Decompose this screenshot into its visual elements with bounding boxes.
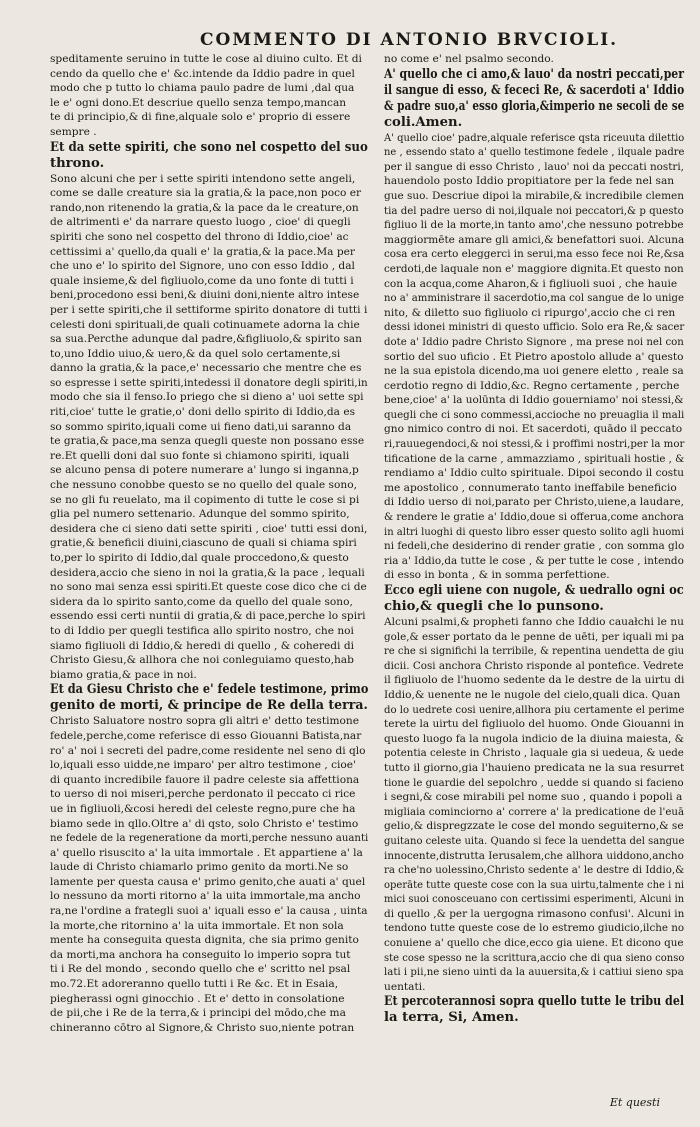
text-line: Iddio,& uenente ne le nugole del cielo,quali dica. Quan: [384, 688, 681, 701]
text-line: guitano celeste uita. Quando si fece la uendetta del sangue: [384, 834, 685, 847]
text-line: tendono tutte queste cose de lo estremo giudicio,ilche no: [384, 922, 685, 935]
text-line: da morti,ma anchora ha conseguito lo imperio sopra tut: [50, 948, 351, 961]
section-heading: [50, 140, 368, 172]
text-line: Et percoterannosi sopra quello tutte le tribu del: [384, 994, 685, 1010]
text-line: se alcuno pensa di potere numerare a' lungo si inganna,p: [50, 464, 359, 477]
text-line: fedele,perche,come referisce di esso Giouanni Batista,nar: [50, 729, 362, 742]
catchword: Et questi: [609, 1096, 660, 1109]
running-head: COMMENTO DI ANTONIO BRVCIOLI.: [200, 30, 619, 50]
text-line: bene,cioe' a' la uolūnta di Iddio gouerniamo' noi stessi,&: [384, 394, 684, 407]
text-line: ra,ne l'ordine a frategli suoi a' iquali esso e' la causa , uinta: [50, 905, 368, 918]
text-line: di esso in bonta , & in somma perfettione.: [384, 569, 610, 582]
text-line: uentati.: [384, 980, 426, 993]
text-line: cosa era certo eleggerci in serui,ma esso fece noi Re,&sa: [384, 248, 685, 261]
text-line: te di principio,& di fine,alquale solo e' proprio di essere: [50, 111, 351, 124]
text-line: tutto il giorno,gia l'hauieno predicata ne la sua resurret: [384, 761, 684, 774]
text-line: to,per lo spirito di Iddio,dal quale proccedono,& questo: [50, 552, 349, 564]
text-line: Alcuni psalmi,& propheti fanno che Iddio cauałchi le nu: [384, 616, 684, 628]
text-line: figliuo li de la morte,in tanto amo',che nessuno potrebbe: [384, 219, 684, 232]
text-line: beni,procedono essi beni,& diuini doni,niente altro intese: [50, 289, 360, 302]
text-line: speditamente seruino in tutte le cose al diuino culto. Et di: [50, 53, 362, 65]
text-line: se no gli fu reuelato, ma il copimento di tutte le cose si pi: [50, 493, 360, 506]
text-line: le e' ogni dono.Et descriue quello senza tempo,mancan: [50, 96, 347, 109]
text-line: questo luogo fa la nugola indicio de la diuina maiesta, &: [384, 732, 684, 745]
text-line: modo che sia il fenso.Io priego che si dieno a' uoi sette spi: [50, 391, 364, 404]
text-line: no sono mai senza essi spiriti.Et queste cose dico che ci de: [50, 581, 367, 594]
text-line: A' quello cioe' padre,alquale referisce qsta riceuuta dilettio: [384, 131, 685, 144]
text-line: de altrimenti e' da narrare questo luogo , cioe' di quegli: [50, 216, 351, 229]
text-line: danno la gratia,& la pace,e' necessario che mentre che es: [50, 362, 362, 375]
paragraph: [384, 615, 684, 994]
text-line: coli.Amen.: [384, 114, 463, 130]
text-line: modo che p tutto lo chiama paulo padre de lumi ,dal qua: [50, 82, 355, 95]
text-line: gue suo. Descriue dipoi la mirabile,& incredibile clemen: [384, 189, 685, 202]
text-line: la terra, Si, Amen.: [384, 1010, 519, 1026]
text-line: to uerso di noi miseri,perche perdonato il peccato ci rice: [50, 788, 356, 801]
text-line: ne , essendo stato a' quello testimone fedele , ilquale padre: [384, 146, 685, 159]
text-line: ro' a' noi i secreti del padre,come residente nel seno di qlo: [50, 744, 366, 757]
text-line: di quello ,& per la uergogna rimasono confusi'. Alcuni in: [384, 907, 685, 920]
text-line: potentia celeste in Christo , laquale gia si uedeua, & uede: [384, 747, 684, 760]
text-line: no a' amministrare il sacerdotio,ma col sangue de lo unige: [384, 292, 684, 305]
text-line: de pii,che i Re de la terra,& i principi del mōdo,che ma: [50, 1007, 346, 1020]
text-line: Et da Giesu Christo che e' fedele testimone, primo: [50, 682, 369, 698]
text-line: mo.72.Et adoreranno quello tutti i Re &c. Et in Esaia,: [50, 978, 339, 991]
text-line: chio,& quegli che lo punsono.: [384, 599, 604, 614]
text-line: Ecco egli uiene con nugole, & uedrallo ogni oc: [384, 583, 684, 598]
text-line: dicii. Cosi anchora Christo risponde al pontefice. Vedrete: [384, 659, 684, 672]
text-line: conuiene a' quello che dice,ecco gia uiene. Et dicono que: [384, 937, 684, 950]
text-line: come se dalle creature sia la gratia,& la pace,non poco er: [50, 187, 362, 200]
text-line: mici suoi conosceuano con certissimi esperimenti, Alcuni in: [384, 893, 685, 906]
text-line: sidera da lo spirito santo,come da quello del quale sono,: [50, 595, 353, 608]
text-line: Et da sette spiriti, che sono nel cospetto del suo: [50, 139, 368, 155]
text-line: mente ha conseguita questa dignita, che sia primo genito: [50, 934, 359, 947]
text-line: ne fedele de la regeneratione da morti,perche nessuno auanti: [50, 832, 369, 845]
text-line: tia del padre uerso di noi,ilquale noi peccatori,& p questo: [384, 204, 684, 217]
text-line: di Iddio uerso di noi,parato per Christo,uiene,a laudare,: [384, 496, 684, 509]
text-line: so espresse i sette spiriti,intedessi il donatore degli spiriti,in: [50, 376, 368, 389]
text-line: quale insieme,& del figliuolo,come da uno fonte di tutti i: [50, 274, 354, 287]
text-line: laude di Christo chiamarlo primo genito da morti.Ne so: [50, 861, 349, 874]
text-line: che uno e' lo spirito del Signore, uno con esso Iddio , dal: [50, 260, 355, 273]
text-line: & padre suo,a' esso gloria,&imperio ne secoli de se: [384, 98, 685, 114]
text-line: il sangue di esso, & fececi Re, & sacerdoti a' Iddio: [384, 82, 685, 98]
text-line: il figliuolo de l'huomo sedente da le destre de la uirtu di: [384, 674, 685, 687]
text-line: dote a' Iddio padre Christo Signore , ma prese noi nel con: [384, 335, 684, 348]
text-line: lati i pii,ne sieno uinti da la auuersita,& i cattiui sieno spa: [384, 966, 684, 979]
text-line: sempre .: [50, 125, 97, 138]
text-line: to di Iddio per quegli testifica allo spirito nostro, che noi: [50, 624, 354, 637]
text-line: glia pel numero settenario. Adunque del sommo spirito,: [50, 508, 350, 521]
text-line: per i sette spiriti,che il settiforme spirito donatore di tutti i: [50, 303, 368, 316]
text-line: ria a' Iddio,da tutte le cose , & per tutte le cose , intendo: [384, 554, 684, 567]
text-line: tione le guardie del sepolchro , uedde si quando si facieno: [384, 776, 684, 789]
text-line: essendo essi certi nuntii di gratia,& di pace,perche lo spiri: [50, 610, 366, 623]
text-line: cerdoti,de laquale non e' maggiore dignita.Et questo non: [384, 262, 684, 275]
text-line: ti i Re del mondo , secondo quello che e' scritto nel psal: [50, 963, 351, 976]
text-line: te gratia,& pace,ma senza quegli queste non possano esse: [50, 435, 365, 448]
text-line: la morte,che ritornino a' la uita immortale. Et non sola: [50, 919, 344, 932]
text-line: sortio del suo uficio . Et Pietro apostolo allude a' questo: [384, 350, 684, 363]
text-line: operāte tutte queste cose con la sua uirtu,talmente che i ni: [384, 878, 685, 891]
text-line: desidera che ci sieno dati sette spiriti , cioe' tutti essi doni,: [50, 522, 368, 535]
section-heading: [50, 682, 368, 714]
text-line: piegherassi ogni ginocchio . Et e' detto in consolatione: [50, 992, 345, 1005]
text-line: & rendere le gratie a' Iddio,doue si offerua,come anchora: [384, 511, 684, 524]
paragraph: [50, 172, 368, 683]
text-line: gratie,& beneficii diuini,ciascuno de quali si chiama spiri: [50, 537, 357, 550]
text-line: lo nessuno da morti ritorno a' la uita immortale,ma ancho: [50, 890, 361, 903]
text-line: do lo uedrete cosi uenire,allhora piu certamente el perime: [384, 703, 685, 716]
text-line: Christo Saluatore nostro sopra gli altri e' detto testimone: [50, 715, 359, 728]
text-line: rando,non ritenendo la gratia,& la pace da le creature,on: [50, 201, 359, 214]
text-line: cettissimi a' quello,da quali e' la gratia,& la pace.Ma per: [50, 245, 355, 258]
text-line: biamo sede in qllo.Oltre a' di qsto, solo Christo e' testimo: [50, 817, 359, 830]
text-line: re che si significhi la terribile, & repentina uendetta de giu: [384, 645, 685, 658]
text-line: con la acqua,come Aharon,& i figliuoli suoi , che hauie: [384, 277, 678, 290]
left-column: [50, 52, 368, 1035]
text-line: throno.: [50, 155, 105, 171]
text-line: Christo Giesu,& allhora che noi conleguiamo questo,hab: [50, 654, 354, 667]
text-line: cendo da quello che e' &c.intende da Iddio padre in quel: [50, 67, 355, 80]
text-line: di quanto incredibile fauore il padre celeste sia affettiona: [50, 773, 360, 786]
text-line: no come e' nel psalmo secondo.: [384, 53, 554, 65]
text-line: lo,iquali esso uidde,ne imparo' per altro testimone , cioe': [50, 759, 356, 772]
paragraph: [50, 52, 368, 140]
text-line: per il sangue di esso Christo , lauo' noi da peccati nostri,: [384, 160, 684, 173]
text-line: nito, & diletto suo figliuolo ci ripurgo',accio che ci ren: [384, 306, 676, 319]
text-line: ri,rauuegendoci,& noi stessi,& i proffimi nostri,per la mor: [384, 438, 685, 451]
text-line: ste cose spesso ne la scrittura,accio che di qua sieno conso: [384, 951, 685, 964]
text-line: gelio,& dispregzzate le cose del mondo seguiterno,& se: [384, 820, 684, 833]
text-line: A' quello che ci amo,& lauo' da nostri peccati,per: [384, 66, 684, 82]
right-column: [384, 52, 684, 1026]
text-line: celesti doni spirituali,de quali cotinuamete adorna la chie: [50, 318, 360, 331]
text-line: in altri luoghi di questo libro esser questo solito agli huomi: [384, 525, 684, 538]
text-line: siamo figliuoli di Iddio,& heredi di quello , & coheredi di: [50, 639, 354, 652]
text-line: chineranno cōtro al Signore,& Christo suo,niente potran: [50, 1021, 355, 1034]
paragraph: [384, 131, 684, 583]
text-line: innocente,distrutta Ierusalem,che allhora uiddono,ancho: [384, 849, 684, 862]
text-line: che nessuno conobbe questo se no quello del quale sono,: [50, 479, 357, 492]
paragraph: [384, 52, 684, 67]
paragraph: [50, 714, 368, 1035]
text-line: gno nimico contro di noi. Et sacerdoti, quādo il peccato: [384, 423, 683, 436]
text-line: sa sua.Percthe adunque dal padre,&figliuolo,& spirito san: [50, 333, 362, 346]
text-line: quegli che ci sono commessi,accioche no preuaglia il mali: [384, 408, 685, 421]
text-line: ne la sua epistola dicendo,ma uoi genere eletto , reale sa: [384, 365, 684, 378]
text-line: desidera,accio che sieno in noi la gratia,& la pace , lequali: [50, 566, 365, 579]
text-line: i segni,& cose mirabili pel nome suo , quando i popoli a: [384, 791, 683, 804]
text-line: maggiormēte amare gli amici,& benefattori suoi. Alcuna: [384, 233, 685, 246]
text-line: a' quello risuscito a' la uita immortale . Et appartiene a' la: [50, 846, 363, 859]
text-line: genito de morti, & principe de Re della terra.: [50, 698, 368, 714]
text-line: re.Et quelli doni dal suo fonte si chiamono spiriti, iquali: [50, 449, 350, 462]
text-line: migliaia cominciorno a' correre a' la predicatione de l'euā: [384, 805, 685, 818]
text-line: cerdotio regno di Iddio,&c. Regno certamente , perche: [384, 379, 680, 392]
text-line: me apostolico , connumerato tanto ineffabile beneficio: [384, 481, 677, 494]
text-line: ue in figliuoli,&cosi heredi del celeste regno,pure che ha: [50, 802, 356, 815]
text-line: to,uno Iddio uiuo,& uero,& da quel solo certamente,si: [50, 347, 341, 360]
section-heading: [384, 67, 684, 131]
text-line: ni fedeli,che desiderino di render gratie , con somma glo: [384, 540, 685, 553]
text-line: tificatione de la carne , ammazziamo , spirituali hostie , &: [384, 452, 685, 465]
text-line: Sono alcuni che per i sette spiriti intendono sette angeli,: [50, 172, 356, 185]
section-heading: [384, 583, 684, 615]
text-line: lamente per questa causa e' primo genito,che auati a' quel: [50, 875, 366, 888]
text-line: so sommo spirito,iquali come ui fieno dati,ui saranno da: [50, 420, 352, 433]
text-line: dessi idonei ministri di questo ufficio. Solo era Re,& sacer: [384, 321, 685, 334]
text-line: terete la uirtu del figliuolo del huomo. Onde Giouanni in: [384, 718, 685, 731]
text-line: biamo gratia,& pace in noi.: [50, 668, 197, 681]
text-line: spiriti che sono nel cospetto del throno di Iddio,cioe' ac: [50, 230, 349, 243]
text-line: hauendolo posto Iddio propitiatore per la fede nel san: [384, 175, 675, 188]
section-heading: [384, 994, 684, 1026]
text-line: gole,& esser portato da le penne de uēti, per iquali mi pa: [384, 630, 685, 643]
text-line: rendiamo a' Iddio culto spirituale. Dipoi secondo il costu: [384, 467, 685, 480]
text-line: riti,cioe' tutte le gratie,o' doni dello spirito di Iddio,da es: [50, 406, 356, 419]
text-line: ra che'no uolessino,Christo sedente a' le destre di Iddio,&: [384, 864, 685, 877]
